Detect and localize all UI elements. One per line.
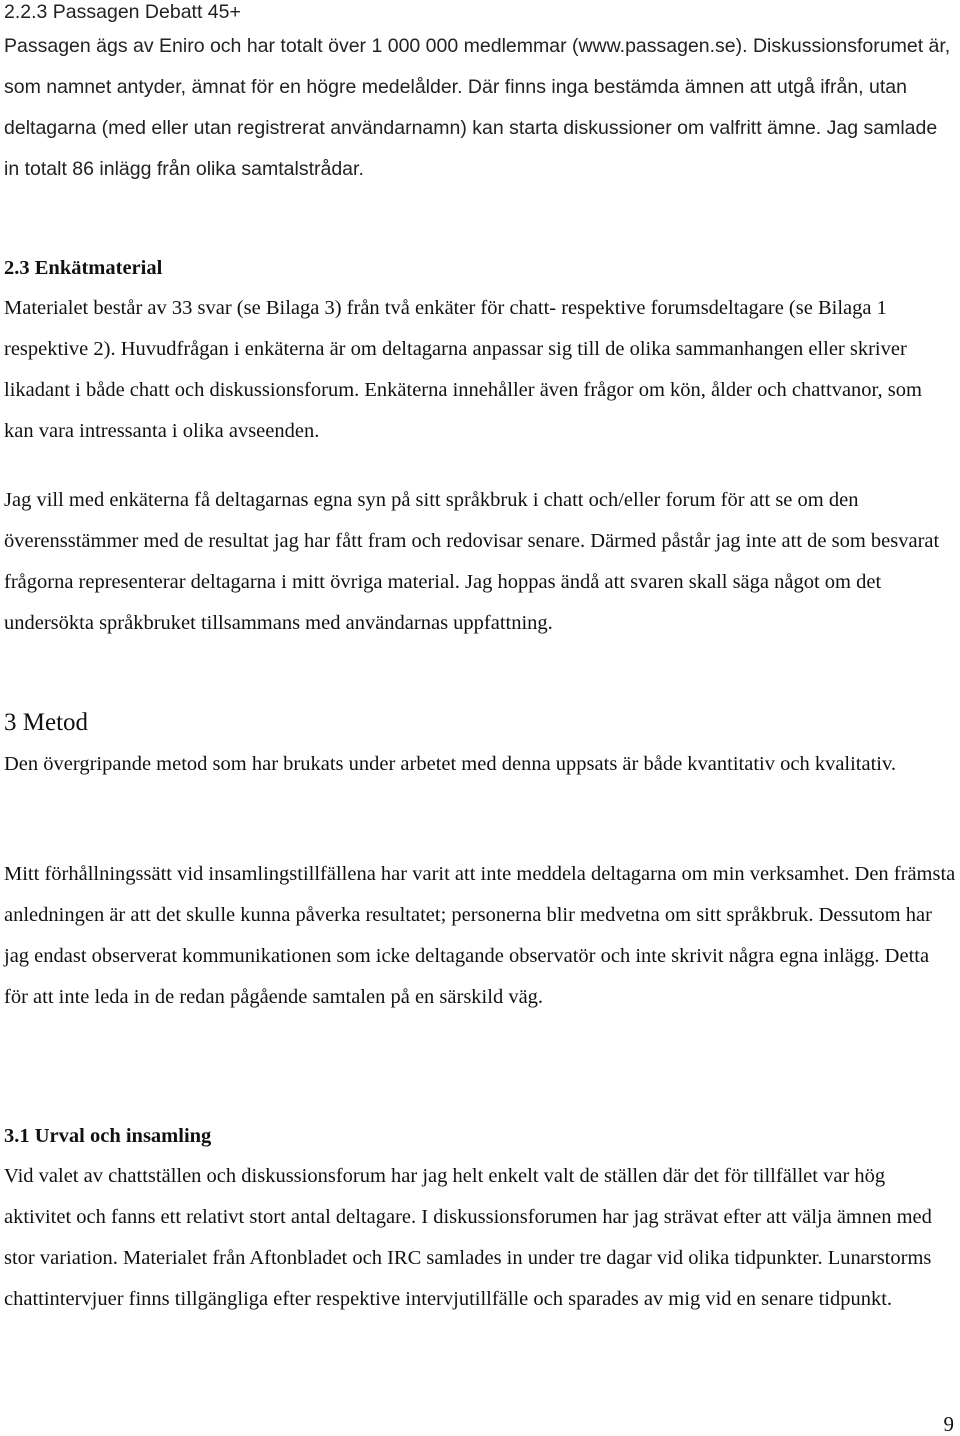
section-heading-urval: 3.1 Urval och insamling bbox=[4, 1125, 212, 1147]
section-heading-metod: 3 Metod bbox=[4, 709, 89, 736]
paragraph-metod-1: Den övergripande metod som har brukats under arbetet med denna uppsats är både kvantitativ och kvalitativ. bbox=[4, 753, 897, 775]
section-heading-passagen: 2.2.3 Passagen Debatt 45+ bbox=[4, 1, 241, 23]
section-heading-enkatmaterial: 2.3 Enkätmaterial bbox=[4, 257, 163, 279]
paragraph-enkatmaterial-2: Jag vill med enkäterna få deltagarnas egna syn på sitt språkbruk i chatt och/eller forum för att se om den överensstämmer med de resultat jag har fått fram och redovisar senare. Därmed påstår jag inte att de som besvarat frågorna representerar deltagarna i mitt övriga material. Jag hoppas ändå att svaren skall säga något om det undersökta språkbruket tillsammans med användarnas uppfattning. bbox=[4, 489, 940, 634]
paragraph-passagen: Passagen ägs av Eniro och har totalt över 1 000 000 medlemmar (www.passagen.se). Diskussionsforumet är, som namnet antyder, ämnat för en högre medelålder. Där finns inga bestämda ämnen att utgå ifrån, utan deltagarna (med eller utan registrerat användarnamn) kan starta diskussioner om valfritt ämne. Jag samlade in totalt 86 inlägg från olika samtalstrådar. bbox=[4, 35, 951, 180]
paragraph-metod-2: Mitt förhållningssätt vid insamlingstillfällena har varit att inte meddela deltagarna om min verksamhet. Den främsta anledningen är att det skulle kunna påverka resultatet; personerna blir medvetna om sitt språkbruk. Dessutom har jag endast observerat kommunikationen som icke deltagande observatör och inte skrivit några egna inlägg. Detta för att inte leda in de redan pågående samtalen på en särskild väg. bbox=[4, 863, 956, 1008]
page-number: 9 bbox=[943, 1412, 954, 1436]
paragraph-enkatmaterial-1: Materialet består av 33 svar (se Bilaga 3) från två enkäter för chatt- respektive forumsdeltagare (se Bilaga 1 respektive 2). Huvudfrågan i enkäterna är om deltagarna anpassar sig till de olika sammanhangen eller skriver likadant i både chatt och diskussionsforum. Enkäterna innehåller även frågor om kön, ålder och chattvanor, som kan vara intressanta i olika avseenden. bbox=[4, 297, 922, 442]
paragraph-urval: Vid valet av chattställen och diskussionsforum har jag helt enkelt valt de ställen där det för tillfället var hög aktivitet och fanns ett relativt stort antal deltagare. I diskussionsforumen har jag strävat efter att välja ämnen med stor variation. Materialet från Aftonbladet och IRC samlades in under tre dagar vid olika tidpunkter. Lunarstorms chattintervjuer finns tillgängliga efter respektive intervjutillfälle och sparades av mig vid en senare tidpunkt. bbox=[4, 1165, 932, 1310]
